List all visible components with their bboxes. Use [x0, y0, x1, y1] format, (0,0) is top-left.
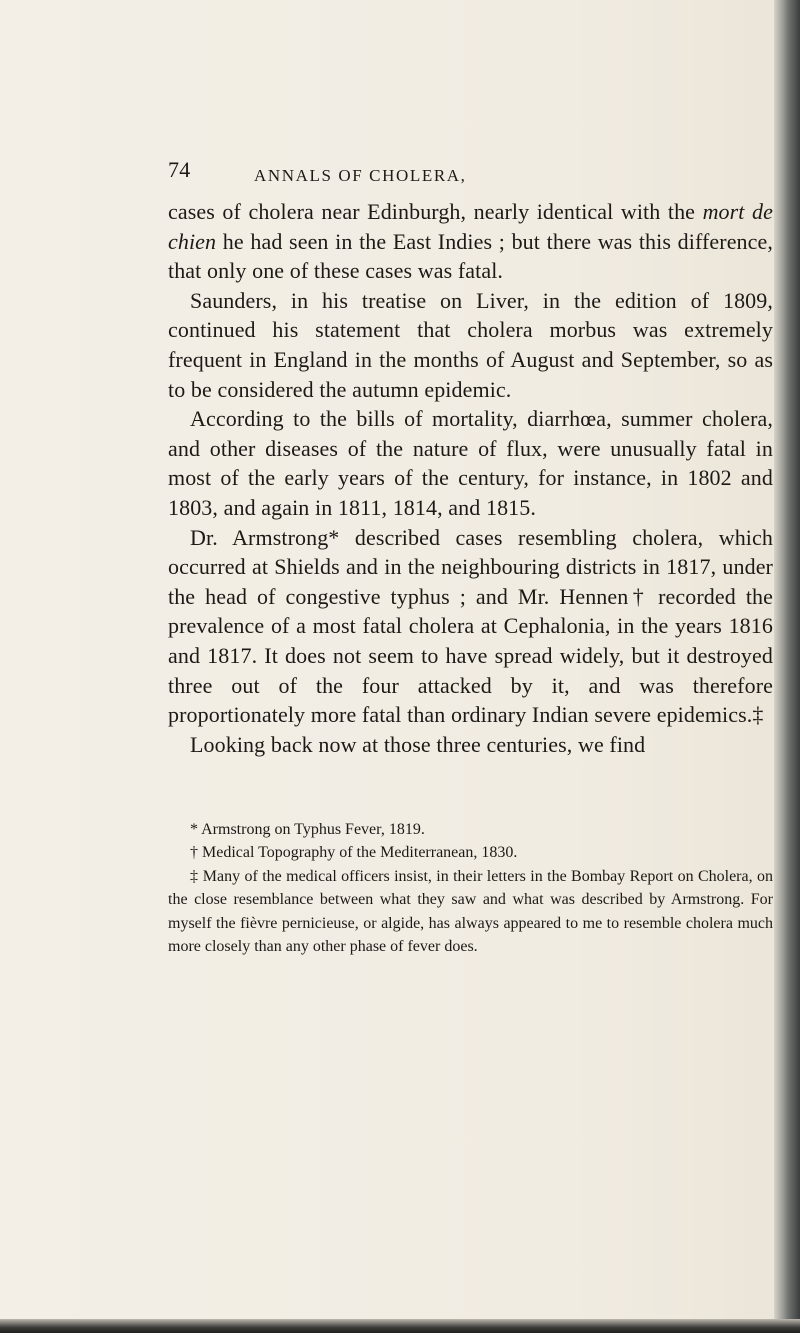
paragraph-1-text-a: cases of cholera near Edinburgh, nearly identical with the: [168, 199, 703, 224]
paragraph-1: [168, 197, 773, 286]
main-text: [168, 197, 773, 759]
paragraph-1-text-b: he had seen in the East Indies ; but there was this difference, that only one of these cases was fatal.: [168, 228, 773, 284]
bottom-page-edge: [0, 1319, 800, 1333]
footnote-2: † Medical Topography of the Mediterranean, 1830.: [190, 844, 518, 862]
footnotes: [168, 818, 773, 958]
paragraph-1-italic: mort de chien: [168, 199, 773, 254]
binding-shadow: [774, 0, 800, 1333]
page-number: 74: [168, 157, 191, 182]
footnote-1: * Armstrong on Typhus Fever, 1819.: [190, 821, 425, 838]
running-title: ANNALS OF CHOLERA,: [254, 166, 467, 185]
paragraph-2: Saunders, in his treatise on Liver, in the edition of 1809, continued his statement that cholera morbus was extremely frequent in England in the months of August and September, so as to be considered the autumn epidemic.: [168, 287, 773, 402]
footnote-3: ‡ Many of the medical officers insist, in their letters in the Bombay Report on Cholera, on the close resemblance between what they saw and what was described by Armstrong. For myself the fièvre pernicieuse, or algide, has always appeared to me to resemble cholera much more closely than any other phase of fever does.: [168, 867, 773, 956]
paragraph-3: According to the bills of mortality, diarrhœa, summer cholera, and other diseases of the nature of flux, were unusually fatal in most of the early years of the century, for instance, in 1802 and 1803, and again in 1811, 1814, and 1815.: [168, 406, 773, 520]
paragraph-4: Dr. Armstrong* described cases resembling cholera, which occurred at Shields and in the neighbouring districts in 1817, under the head of congestive typhus ; and Mr. Hennen† recorded the prevalence of a most fatal cholera at Cephalonia, in the years 1816 and 1817. It does not seem to have spread widely, but it destroyed three out of the four attacked by it, and was therefore proportionately more fatal than ordinary Indian severe epidemics.‡: [168, 524, 773, 728]
paragraph-5: Looking back now at those three centuries, we find: [190, 731, 646, 757]
